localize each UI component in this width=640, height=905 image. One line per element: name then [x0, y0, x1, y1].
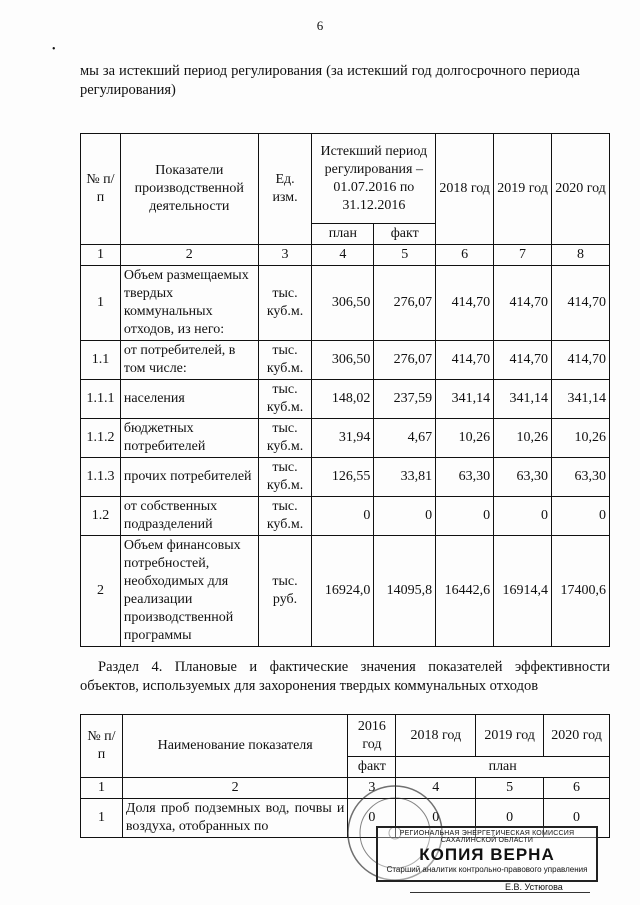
table-row	[81, 419, 610, 458]
col-number: 6	[544, 778, 610, 799]
intro-paragraph: мы за истекший период регулирования (за истекший год долгосрочного периода регулирования)	[80, 63, 580, 98]
header-2018: 2018 год	[436, 134, 494, 245]
col-number: 1	[81, 778, 123, 799]
header-plan: план	[312, 224, 374, 245]
value-fact: 33,81	[374, 458, 436, 497]
row-num: 1.1	[81, 341, 121, 380]
row-indicator-name: от собственных подразделений	[120, 497, 258, 536]
col-number: 3	[348, 778, 396, 799]
value-2016: 0	[348, 799, 396, 838]
row-indicator-name: населения	[120, 380, 258, 419]
header-period: Истекший период регулирования – 01.07.2016 по 31.12.2016	[312, 134, 436, 224]
header-indicator-name: Наименование показателя	[122, 715, 348, 778]
value-2019: 16914,4	[494, 536, 552, 647]
row-num: 1.1.1	[81, 380, 121, 419]
col-number: 5	[476, 778, 544, 799]
value-2019: 63,30	[494, 458, 552, 497]
value-2018: 414,70	[436, 266, 494, 341]
value-fact: 0	[374, 497, 436, 536]
header-fact: факт	[374, 224, 436, 245]
header-num: № п/п	[81, 134, 121, 245]
col-number: 8	[552, 245, 610, 266]
value-fact: 276,07	[374, 341, 436, 380]
row-num: 2	[81, 536, 121, 647]
stamp-title: КОПИЯ ВЕРНА	[419, 845, 555, 864]
row-unit: тыс. куб.м.	[258, 497, 312, 536]
signature-line	[410, 892, 590, 893]
row-indicator-name: Объем размещаемых твердых коммунальных отходов, из него:	[120, 266, 258, 341]
col-number: 4	[312, 245, 374, 266]
stamp-signer: Е.В. Устюгова	[505, 882, 563, 892]
value-2018: 63,30	[436, 458, 494, 497]
col-number: 2	[120, 245, 258, 266]
row-num: 1.1.2	[81, 419, 121, 458]
value-2020: 0	[544, 799, 610, 838]
row-indicator-name: от потребителей, в том числе:	[120, 341, 258, 380]
header-2020: 2020 год	[544, 715, 610, 757]
value-plan: 148,02	[312, 380, 374, 419]
value-2018: 341,14	[436, 380, 494, 419]
table-row	[81, 266, 610, 341]
value-2019: 0	[476, 799, 544, 838]
value-fact: 14095,8	[374, 536, 436, 647]
table-row	[81, 458, 610, 497]
row-indicator-name: Доля проб подземных вод, почвы и воздуха, отобранных по	[122, 799, 348, 838]
value-2020: 10,26	[552, 419, 610, 458]
value-2020: 414,70	[552, 341, 610, 380]
header-fact: факт	[348, 757, 396, 778]
value-2018: 10,26	[436, 419, 494, 458]
row-num: 1.2	[81, 497, 121, 536]
value-2020: 63,30	[552, 458, 610, 497]
header-plan: план	[396, 757, 610, 778]
col-number: 2	[122, 778, 348, 799]
col-number: 4	[396, 778, 476, 799]
row-indicator-name: Объем финансовых потребностей, необходимых для реализации производственной программы	[120, 536, 258, 647]
production-indicators-body	[81, 266, 610, 647]
value-2019: 414,70	[494, 266, 552, 341]
header-2018: 2018 год	[396, 715, 476, 757]
stamp-role: Старший аналитик контрольно-правового управления	[386, 865, 588, 874]
row-unit: тыс. куб.м.	[258, 266, 312, 341]
value-2018: 0	[396, 799, 476, 838]
header-2019: 2019 год	[476, 715, 544, 757]
row-unit: тыс. куб.м.	[258, 419, 312, 458]
header-2016: 2016 год	[348, 715, 396, 757]
col-number: 6	[436, 245, 494, 266]
value-2018: 16442,6	[436, 536, 494, 647]
row-num: 1.1.3	[81, 458, 121, 497]
value-fact: 237,59	[374, 380, 436, 419]
value-plan: 16924,0	[312, 536, 374, 647]
row-unit: тыс. руб.	[258, 536, 312, 647]
col-number: 1	[81, 245, 121, 266]
row-num: 1	[81, 799, 123, 838]
header-num: № п/п	[81, 715, 123, 778]
header-2020: 2020 год	[552, 134, 610, 245]
value-2019: 0	[494, 497, 552, 536]
col-number: 7	[494, 245, 552, 266]
header-indicator: Показатели производственной деятельности	[120, 134, 258, 245]
value-2018: 0	[436, 497, 494, 536]
value-2020: 0	[552, 497, 610, 536]
value-2019: 341,14	[494, 380, 552, 419]
value-plan: 306,50	[312, 341, 374, 380]
stamp-organization: РЕГИОНАЛЬНАЯ ЭНЕРГЕТИЧЕСКАЯ КОМИССИЯ САХАЛИНСКОЙ ОБЛАСТИ	[399, 830, 575, 844]
value-2020: 17400,6	[552, 536, 610, 647]
row-indicator-name: бюджетных потребителей	[120, 419, 258, 458]
value-2019: 414,70	[494, 341, 552, 380]
value-plan: 126,55	[312, 458, 374, 497]
value-2020: 414,70	[552, 266, 610, 341]
production-indicators-table	[80, 133, 610, 647]
page-number: 6	[316, 18, 324, 33]
table-row	[81, 380, 610, 419]
row-indicator-name: прочих потребителей	[120, 458, 258, 497]
section-4-caption: Раздел 4. Плановые и фактические значения показателей эффективности объектов, используемых для захоронения твердых коммунальных отходов	[80, 659, 610, 694]
col-number: 3	[258, 245, 312, 266]
scan-mark: •	[52, 44, 56, 55]
col-number: 5	[374, 245, 436, 266]
value-2018: 414,70	[436, 341, 494, 380]
table-row	[81, 536, 610, 647]
value-plan: 0	[312, 497, 374, 536]
value-plan: 306,50	[312, 266, 374, 341]
value-2019: 10,26	[494, 419, 552, 458]
row-unit: тыс. куб.м.	[258, 341, 312, 380]
row-num: 1	[81, 266, 121, 341]
row-unit: тыс. куб.м.	[258, 380, 312, 419]
certified-copy-stamp	[376, 826, 598, 882]
value-2020: 341,14	[552, 380, 610, 419]
table-row	[81, 497, 610, 536]
value-fact: 276,07	[374, 266, 436, 341]
value-plan: 31,94	[312, 419, 374, 458]
value-fact: 4,67	[374, 419, 436, 458]
row-unit: тыс. куб.м.	[258, 458, 312, 497]
header-2019: 2019 год	[494, 134, 552, 245]
table-row	[81, 341, 610, 380]
header-unit: Ед. изм.	[258, 134, 312, 245]
